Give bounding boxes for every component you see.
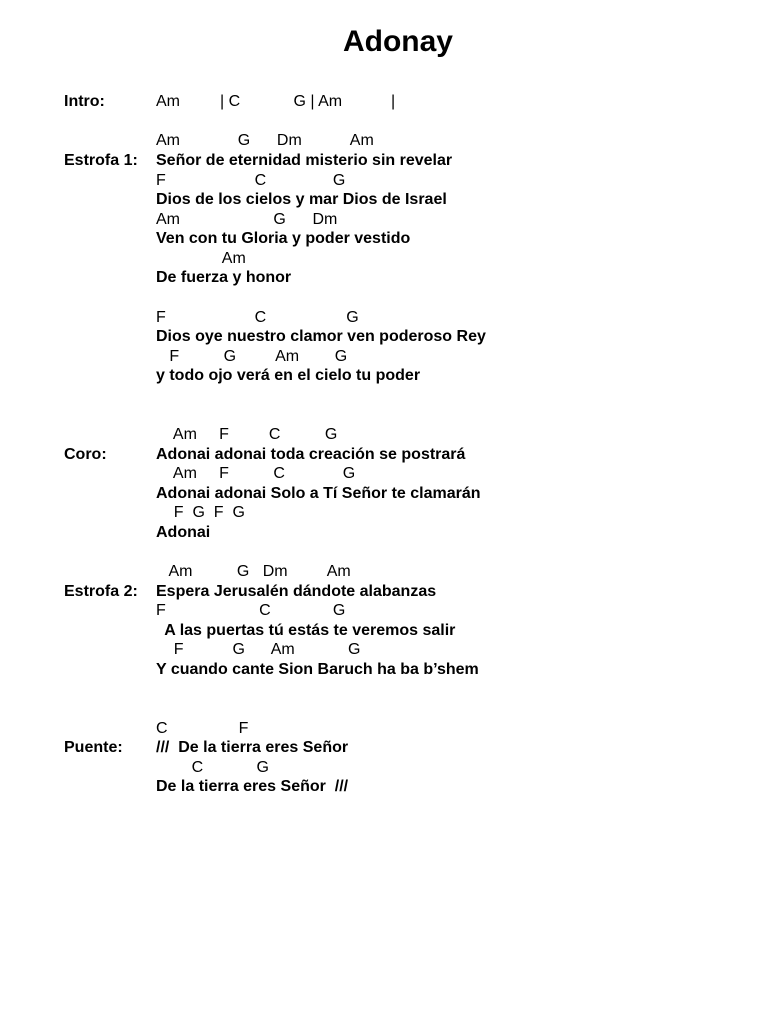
coro-chords-1: Am F C G — [156, 426, 338, 443]
puente-chords-2: C G — [156, 759, 269, 776]
estrofa1-chords-3: Am G Dm — [156, 211, 338, 228]
coro-lyric-3: Adonai — [156, 524, 211, 541]
puente-lyric-2: De la tierra eres Señor /// — [156, 778, 349, 795]
coro-chords-2: Am F C G — [156, 465, 356, 482]
estrofa1-lyric-3: Ven con tu Gloria y poder vestido — [156, 230, 411, 247]
estrofa2-chords-3: F G Am G — [156, 641, 361, 658]
estrofa1b-chords-1: F C G — [156, 309, 359, 326]
coro-chords-3: F G F G — [156, 504, 245, 521]
estrofa2-lyric-3: Y cuando cante Sion Baruch ha ba b’shem — [156, 661, 479, 678]
estrofa2-chords-1: Am G Dm Am — [156, 563, 351, 580]
estrofa1-chords-1: Am G Dm Am — [156, 132, 374, 149]
estrofa1-lyric-2: Dios de los cielos y mar Dios de Israel — [156, 191, 447, 208]
estrofa1-lyric-4: De fuerza y honor — [156, 269, 292, 286]
estrofa2-lyric-1: Espera Jerusalén dándote alabanzas — [156, 583, 437, 600]
estrofa1b-lyric-2: y todo ojo verá en el cielo tu poder — [156, 367, 421, 384]
intro-chords: Am | C G | Am | — [156, 93, 396, 110]
estrofa2-chords-2: F C G — [156, 602, 346, 619]
estrofa1b-chords-2: F G Am G — [156, 348, 348, 365]
song-title: Adonay — [342, 25, 453, 58]
estrofa1-chords-4: Am — [156, 250, 246, 267]
estrofa2-lyric-2: A las puertas tú estás te veremos salir — [156, 622, 456, 639]
estrofa1-chords-2: F C G — [156, 172, 346, 189]
estrofa2-label: Estrofa 2: — [64, 583, 138, 600]
estrofa1b-lyric-1: Dios oye nuestro clamor ven poderoso Rey — [156, 328, 486, 345]
intro-label: Intro: — [64, 93, 105, 110]
coro-label: Coro: — [64, 446, 107, 463]
puente-lyric-1: /// De la tierra eres Señor — [156, 739, 349, 756]
coro-lyric-2: Adonai adonai Solo a Tí Señor te clamarán — [156, 485, 481, 502]
puente-label: Puente: — [64, 739, 123, 756]
puente-chords-1: C F — [156, 720, 249, 737]
estrofa1-lyric-1: Señor de eternidad misterio sin revelar — [156, 152, 453, 169]
coro-lyric-1: Adonai adonai toda creación se postrará — [156, 446, 466, 463]
estrofa1-label: Estrofa 1: — [64, 152, 138, 169]
